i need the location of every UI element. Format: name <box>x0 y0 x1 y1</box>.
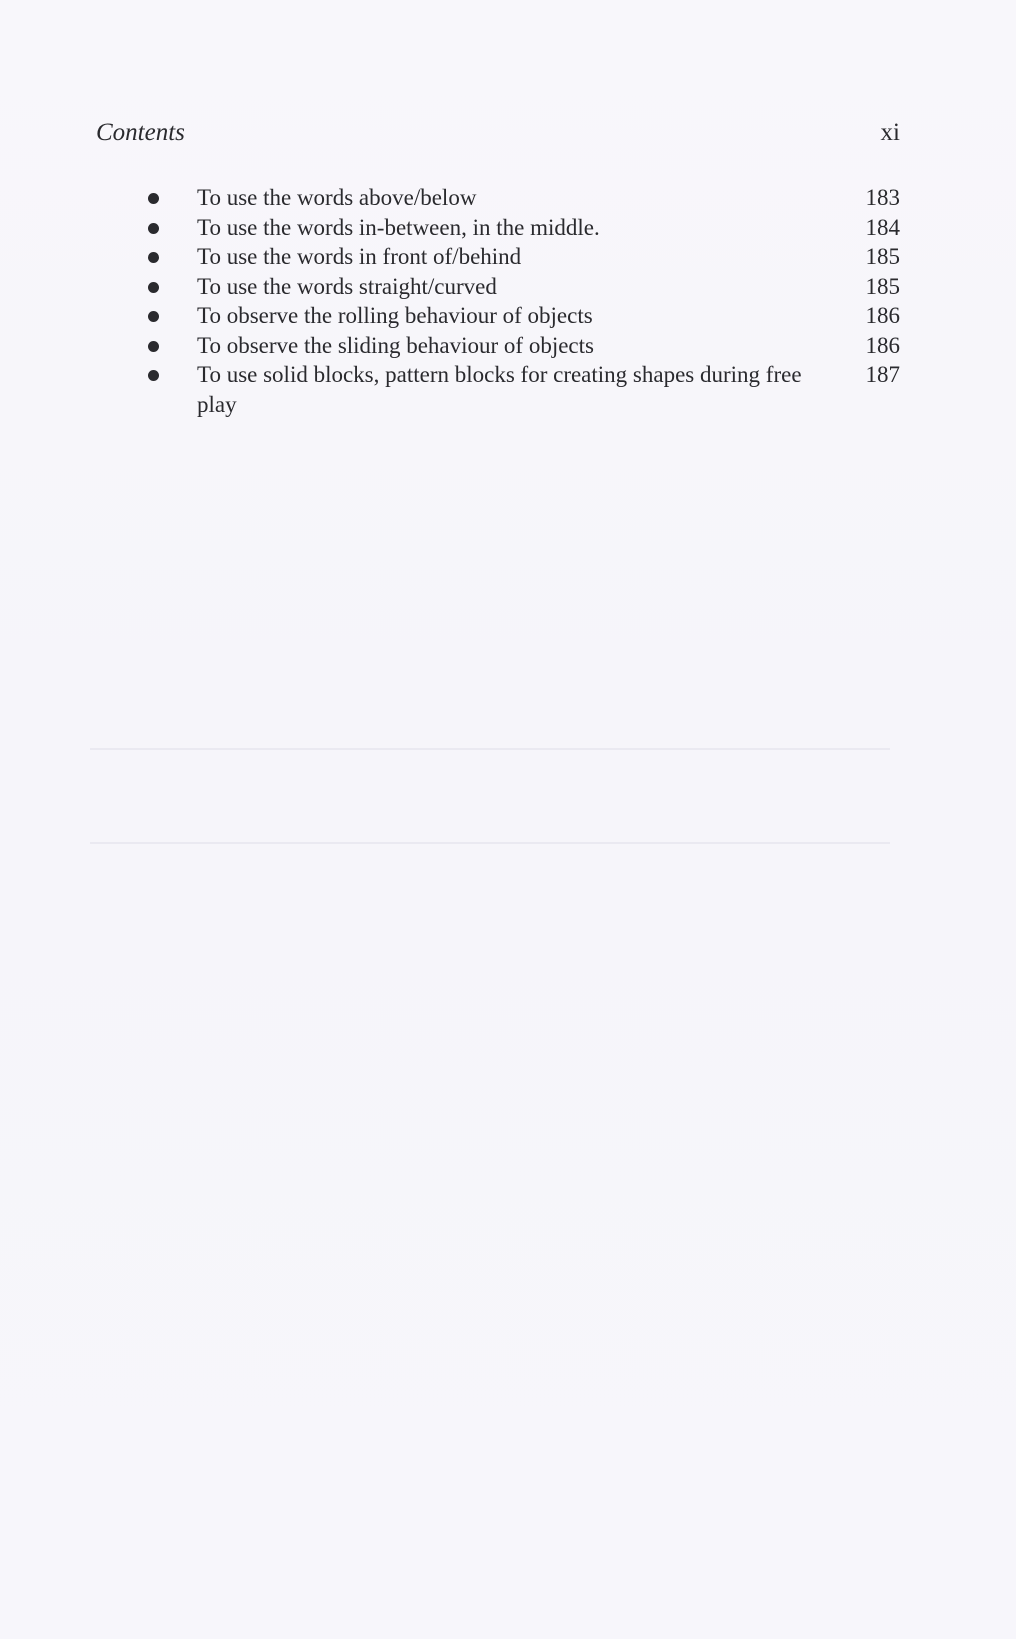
entry-page-number: 186 <box>865 303 900 328</box>
entry-page-number: 187 <box>865 362 900 387</box>
entry-text: To use the words in front of/behind <box>197 244 522 269</box>
running-head <box>96 116 900 152</box>
contents-entry <box>146 213 900 243</box>
entry-text: To use the words straight/curved <box>197 273 497 299</box>
show-through-rule <box>90 748 890 750</box>
entry-page-number: 184 <box>865 214 900 240</box>
entry-page-number: 185 <box>865 244 900 269</box>
entry-page-number: 183 <box>865 185 900 210</box>
contents-entry <box>146 183 900 213</box>
bullet-icon <box>148 282 159 293</box>
contents-entry <box>146 242 900 272</box>
entry-text: To observe the sliding behaviour of objects <box>197 332 594 358</box>
bullet-icon <box>148 370 159 381</box>
show-through-rule <box>90 842 890 844</box>
page-number: xi <box>880 119 900 146</box>
entry-text: To use the words above/below <box>197 185 477 210</box>
contents-entry <box>146 301 900 331</box>
entry-page-number: 185 <box>865 273 900 299</box>
running-head-title: Contents <box>96 119 185 146</box>
entry-text: To use solid blocks, pattern blocks for creating shapes during free play <box>197 362 802 417</box>
contents-entry <box>146 360 900 419</box>
contents-entry <box>146 272 900 302</box>
bullet-icon <box>148 341 159 352</box>
bullet-icon <box>148 252 159 263</box>
contents-list <box>146 183 900 419</box>
entry-page-number: 186 <box>865 332 900 358</box>
bullet-icon <box>148 193 159 204</box>
entry-text: To observe the rolling behaviour of objects <box>197 303 593 328</box>
bullet-icon <box>148 223 159 234</box>
bullet-icon <box>148 311 159 322</box>
contents-entry <box>146 331 900 361</box>
entry-text: To use the words in-between, in the middle. <box>197 214 600 240</box>
